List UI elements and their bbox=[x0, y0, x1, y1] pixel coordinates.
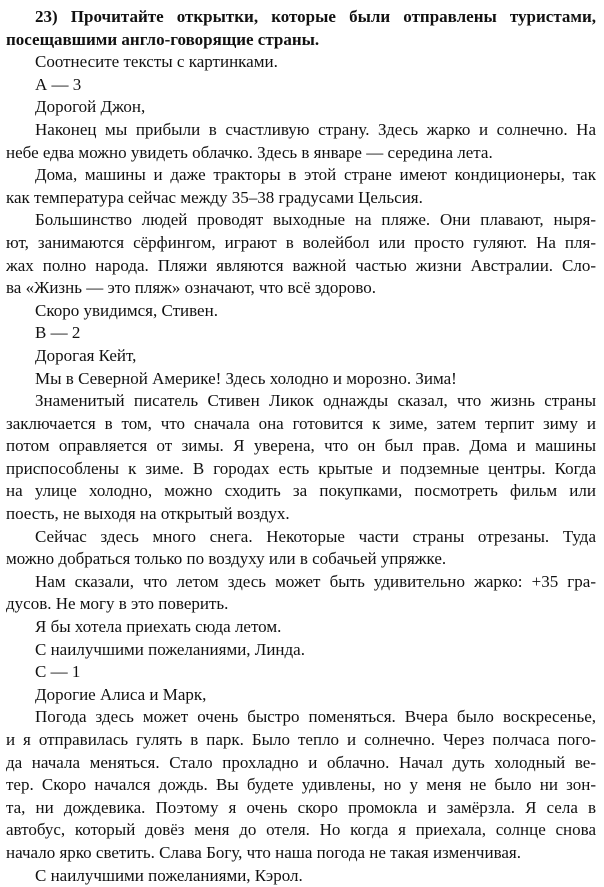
letter-c-line: Погода здесь может очень быстро поменяться. Вчера было воскресенье, bbox=[35, 707, 596, 727]
letter-b-label: В — 2 bbox=[35, 323, 81, 343]
letter-b-line: Я бы хотела приехать сюда летом. bbox=[35, 617, 282, 637]
task-heading-line1: 23) Прочитайте открытки, которые были отправлены туристами, bbox=[35, 7, 596, 26]
letter-b-line: Сейчас здесь много снега. Некоторые части страны отрезаны. Туда bbox=[35, 526, 596, 546]
letter-c-line: начало ярко светить. Слава Богу, что наша погода не такая изменчивая. bbox=[6, 842, 521, 862]
letter-b-line: Знаменитый писатель Стивен Ликок однажды сказал, что жизнь страны bbox=[35, 391, 596, 411]
letter-a-label: А — 3 bbox=[35, 74, 82, 94]
letter-b-line: дусов. Не могу в это поверить. bbox=[6, 594, 229, 614]
task-heading-line2: посещавшими англо-говорящие страны. bbox=[6, 29, 320, 49]
letter-b-line: Нам сказали, что летом здесь может быть удивительно жарко: +35 гра- bbox=[35, 571, 596, 591]
letter-a-line: Большинство людей проводят выходные на пляже. Они плавают, ныря- bbox=[35, 210, 596, 230]
task-instruction: Соотнесите тексты с картинками. bbox=[35, 52, 278, 72]
letter-c-signoff: С наилучшими пожеланиями, Кэрол. bbox=[35, 865, 303, 885]
letter-b-line: Мы в Северной Америке! Здесь холодно и морозно. Зима! bbox=[35, 368, 457, 388]
letter-a-line: Наконец мы прибыли в счастливую страну. Здесь жарко и солнечно. На bbox=[35, 119, 596, 139]
letter-b-line: приспособлены к зиме. В городах есть крытые и подземные центры. Когда bbox=[6, 458, 596, 478]
letter-b-signoff: С наилучшими пожеланиями, Линда. bbox=[35, 639, 305, 659]
letter-c-label: С — 1 bbox=[35, 662, 81, 682]
letter-a-line: ва «Жизнь — это пляж» означают, что всё здорово. bbox=[6, 278, 377, 298]
letter-a-line: как температура сейчас между 35–38 градусами Цельсия. bbox=[6, 187, 423, 207]
letter-a-signoff: Скоро увидимся, Стивен. bbox=[35, 300, 218, 320]
letter-c-line: автобус, который довёз меня до отеля. Но когда я приехала, солнце снова bbox=[6, 820, 596, 840]
letter-a-line: небе едва можно увидеть облачко. Здесь в январе — середина лета. bbox=[6, 142, 493, 162]
letter-a-line: Дома, машины и даже тракторы в этой стране имеют кондиционеры, так bbox=[35, 165, 596, 185]
letter-c-line: тер. Скоро начался дождь. Вы будете удивлены, но у меня не было ни зон- bbox=[6, 775, 596, 795]
letter-b-line: на улице холодно, можно сходить за покупками, посмотреть фильм или bbox=[6, 481, 596, 501]
letter-b-line: можно добраться только по воздуху или в собачьей упряжке. bbox=[6, 549, 447, 569]
letter-a-line: ют, занимаются сёрфингом, играют в волейбол или просто гуляют. На пля- bbox=[6, 232, 596, 252]
letter-b-line: заключается в том, что сначала она готовится к зиме, затем терпит зиму и bbox=[6, 413, 596, 433]
letter-c-line: да начала меняться. Стало прохладно и облачно. Начал дуть холодный ве- bbox=[6, 752, 596, 772]
letter-b-greeting: Дорогая Кейт, bbox=[35, 345, 137, 365]
letter-c-line: и я отправилась гулять в парк. Было тепло и солнечно. Через полчаса пого- bbox=[6, 730, 596, 749]
letter-c-line: та, ни дождевика. Поэтому я очень скоро промокла и замёрзла. Я села в bbox=[6, 797, 596, 817]
letter-b-line: поесть, не выходя на открытый воздух. bbox=[6, 504, 290, 524]
letter-a-greeting: Дорогой Джон, bbox=[35, 97, 146, 117]
letter-b-line: потом оправляется от зимы. Я уверена, что он был прав. Дома и машины bbox=[6, 436, 596, 456]
letter-c-greeting: Дорогие Алиса и Марк, bbox=[35, 684, 207, 704]
letter-a-line: жах полно народа. Пляжи являются важной частью жизни Австралии. Сло- bbox=[6, 255, 596, 275]
